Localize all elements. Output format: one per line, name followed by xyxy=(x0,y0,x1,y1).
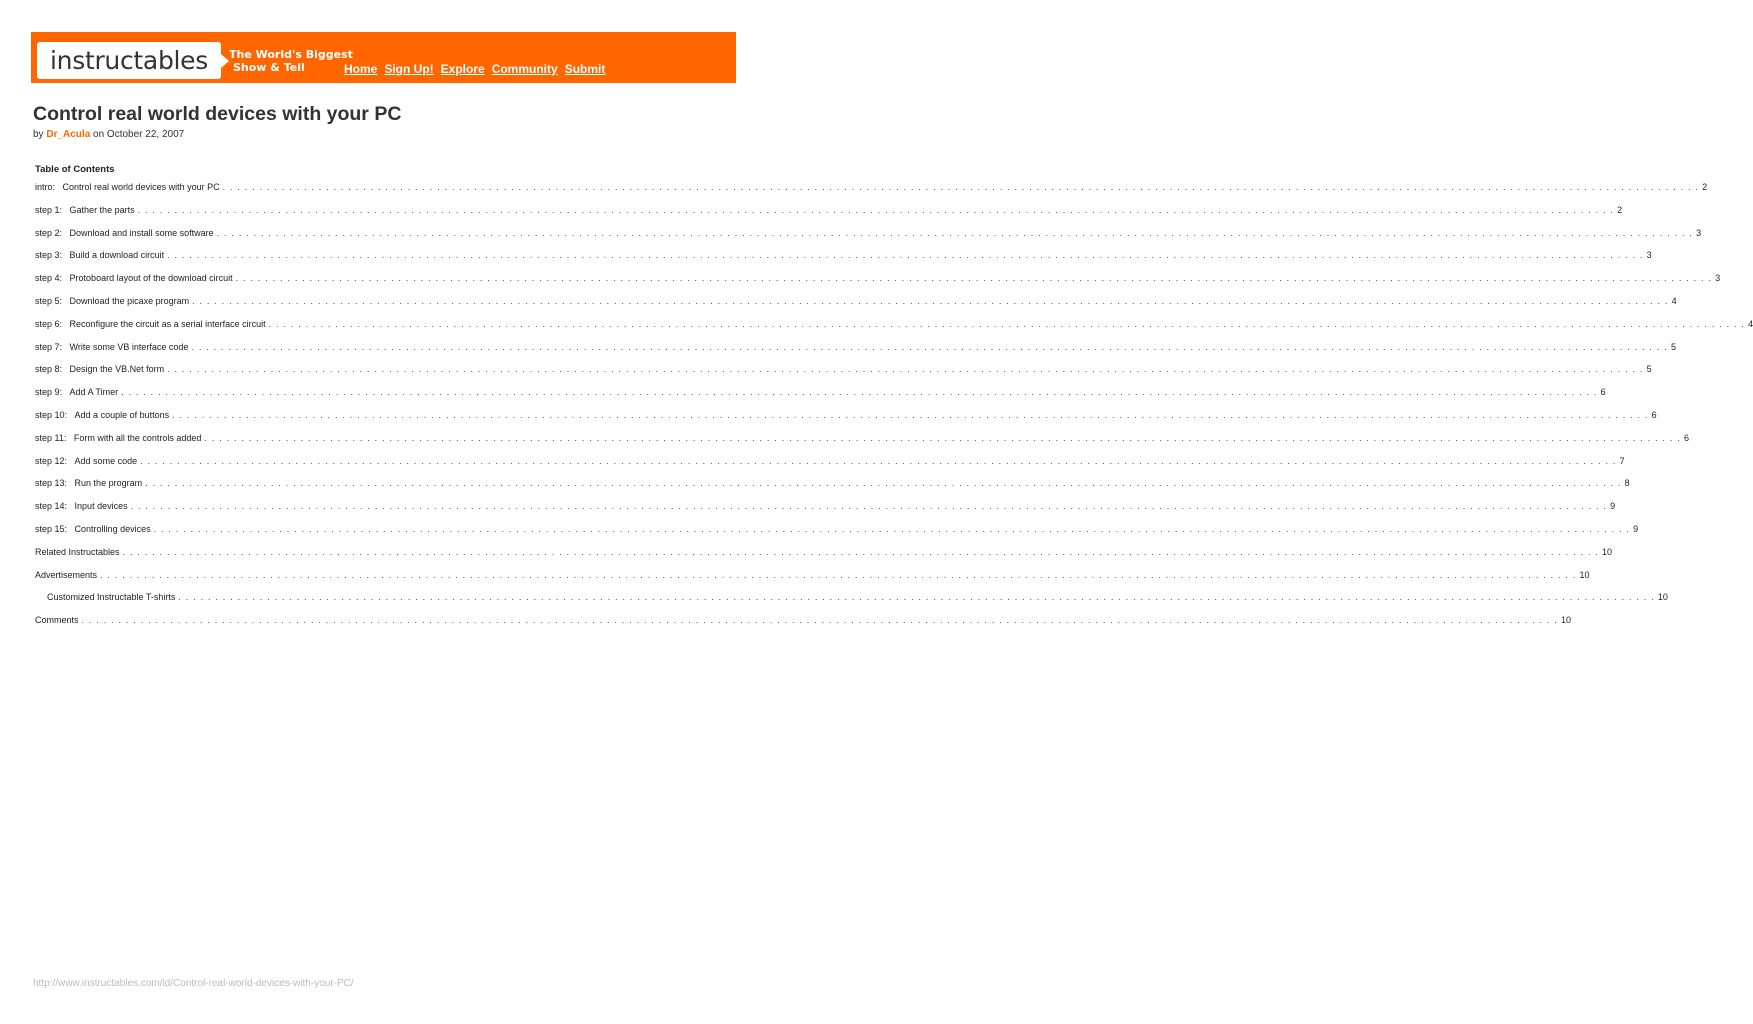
toc-step-id: step 14: xyxy=(35,501,68,512)
toc-page-number: 6 xyxy=(1600,387,1606,398)
toc-step-id: intro: xyxy=(35,182,56,192)
toc-entry[interactable] xyxy=(35,364,1652,387)
toc-page-number: 7 xyxy=(1619,455,1625,466)
nav-submit-link[interactable]: Submit xyxy=(564,62,606,76)
toc-entry-label xyxy=(35,273,233,283)
toc-step-id: step 9: xyxy=(35,387,63,398)
toc-step-id: step 1: xyxy=(35,204,63,215)
toc-heading: Table of Contents xyxy=(35,164,115,175)
toc-entry-label xyxy=(35,592,175,602)
toc-entry-label xyxy=(35,547,120,557)
toc-entry[interactable] xyxy=(35,523,1639,547)
toc-step-id: step 8: xyxy=(35,364,63,375)
toc-entry-label xyxy=(35,387,118,397)
toc-entry-label xyxy=(35,364,164,374)
nav-home-link[interactable]: Home xyxy=(344,62,378,76)
toc-entry-label xyxy=(35,615,79,625)
toc-entry-title: Download and install some software xyxy=(69,227,214,238)
toc-step-id: step 10: xyxy=(35,409,68,420)
toc-entry-label xyxy=(35,250,164,260)
toc-page-number: 2 xyxy=(1617,204,1623,215)
nav-sign-up-link[interactable]: Sign Up! xyxy=(384,62,434,76)
logo-arrow-icon xyxy=(221,54,229,68)
toc-entry-title: Advertisements xyxy=(35,569,98,580)
toc-entry[interactable] xyxy=(35,295,1677,319)
toc-page-number: 10 xyxy=(1561,615,1572,626)
nav-community-link[interactable]: Community xyxy=(491,62,558,76)
toc-dot-leader: . . . . . . . . . . . . . . . . . . . . . . . . . . . . . . . . . . . . . . . . . . . . . . . . . . . . . . . . . . . . . . . . . . . . . . . . . . . . . . . . . . . . . . . . . . . . . . . . . . . . . . . . . . . . . . . . . . . . . . . . . . . . . . . . . . . . . . . . . . . . . . . . . . . . . . . . . . . . . . . . . . . . . . . . . . . . . . . . . . . . . . . . . . . . . . . . . . . . . . . . xyxy=(268,318,1746,329)
table-of-contents xyxy=(35,182,1753,638)
toc-entry[interactable] xyxy=(35,182,1708,205)
toc-step-id: step 6: xyxy=(35,318,63,329)
site-tagline xyxy=(229,48,353,74)
toc-page-number: 2 xyxy=(1702,182,1708,192)
toc-page-number: 4 xyxy=(1748,318,1753,329)
toc-step-id: step 12: xyxy=(35,455,68,466)
toc-dot-leader: . . . . . . . . . . . . . . . . . . . . . . . . . . . . . . . . . . . . . . . . . . . . . . . . . . . . . . . . . . . . . . . . . . . . . . . . . . . . . . . . . . . . . . . . . . . . . . . . . . . . . . . . . . . . . . . . . . . . . . . . . . . . . . . . . . . . . . . . . . . . . . . . . . . . . . . . . . . . . . . . . . . . . . . . . . . . . . . . . . . . . . . . . . . . . . . . . . . . . . . . xyxy=(122,546,1600,557)
toc-entry-title: Controlling devices xyxy=(74,523,151,534)
toc-step-id: step 13: xyxy=(35,478,68,489)
toc-page-number: 10 xyxy=(1602,546,1613,557)
toc-entry-title: Add a couple of buttons xyxy=(74,409,170,420)
toc-step-id: step 3: xyxy=(35,250,63,261)
toc-entry[interactable] xyxy=(35,569,1590,593)
page-title: Control real world devices with your PC xyxy=(33,103,402,125)
toc-step-id: step 4: xyxy=(35,273,63,284)
toc-entry-title: Write some VB interface code xyxy=(69,341,189,352)
toc-page-number: 8 xyxy=(1624,478,1630,489)
top-nav xyxy=(344,62,605,76)
toc-entry[interactable] xyxy=(35,409,1657,433)
toc-entry-title: Reconfigure the circuit as a serial interface circuit xyxy=(69,318,266,329)
toc-page-number: 4 xyxy=(1671,295,1677,306)
toc-entry[interactable] xyxy=(35,432,1689,456)
toc-page-number: 6 xyxy=(1651,409,1657,420)
site-header xyxy=(31,32,736,83)
toc-page-number: 10 xyxy=(1657,592,1668,603)
toc-page-number: 3 xyxy=(1696,227,1702,238)
toc-entry[interactable] xyxy=(35,546,1613,570)
toc-dot-leader: . . . . . . . . . . . . . . . . . . . . . . . . . . . . . . . . . . . . . . . . . . . . . . . . . . . . . . . . . . . . . . . . . . . . . . . . . . . . . . . . . . . . . . . . . . . . . . . . . . . . . . . . . . . . . . . . . . . . . . . . . . . . . . . . . . . . . . . . . . . . . . . . . . . . . . . . . . . . . . . . . . . . . . . . . . . . . . . . . . . . . . . . . . . . . . . . . . . . . . . . xyxy=(121,387,1598,398)
toc-entry-label xyxy=(35,342,188,352)
toc-entry-title: Build a download circuit xyxy=(69,250,165,261)
toc-entry[interactable] xyxy=(35,227,1702,251)
toc-page-number: 10 xyxy=(1579,569,1590,580)
toc-dot-leader: . . . . . . . . . . . . . . . . . . . . . . . . . . . . . . . . . . . . . . . . . . . . . . . . . . . . . . . . . . . . . . . . . . . . . . . . . . . . . . . . . . . . . . . . . . . . . . . . . . . . . . . . . . . . . . . . . . . . . . . . . . . . . . . . . . . . . . . . . . . . . . . . . . . . . . . . . . . . . . . . . . . . . . . . . . . . . . . . . . . . . . . . . . . . . . . . . . . . . . . . xyxy=(140,455,1617,466)
publish-date: on October 22, 2007 xyxy=(93,129,185,140)
toc-dot-leader: . . . . . . . . . . . . . . . . . . . . . . . . . . . . . . . . . . . . . . . . . . . . . . . . . . . . . . . . . . . . . . . . . . . . . . . . . . . . . . . . . . . . . . . . . . . . . . . . . . . . . . . . . . . . . . . . . . . . . . . . . . . . . . . . . . . . . . . . . . . . . . . . . . . . . . . . . . . . . . . . . . . . . . . . . . . . . . . . . . . . . . . . . . . . . . . . . . . . . . . . xyxy=(192,295,1669,306)
toc-dot-leader: . . . . . . . . . . . . . . . . . . . . . . . . . . . . . . . . . . . . . . . . . . . . . . . . . . . . . . . . . . . . . . . . . . . . . . . . . . . . . . . . . . . . . . . . . . . . . . . . . . . . . . . . . . . . . . . . . . . . . . . . . . . . . . . . . . . . . . . . . . . . . . . . . . . . . . . . . . . . . . . . . . . . . . . . . . . . . . . . . . . . . . . . . . . . . . . . . . . . . . . . xyxy=(153,523,1631,534)
toc-entry-title: Download the picaxe program xyxy=(69,295,190,306)
toc-dot-leader: . . . . . . . . . . . . . . . . . . . . . . . . . . . . . . . . . . . . . . . . . . . . . . . . . . . . . . . . . . . . . . . . . . . . . . . . . . . . . . . . . . . . . . . . . . . . . . . . . . . . . . . . . . . . . . . . . . . . . . . . . . . . . . . . . . . . . . . . . . . . . . . . . . . . . . . . . . . . . . . . . . . . . . . . . . . . . . . . . . . . . . . . . . . . . . . . . . . . . . . . xyxy=(172,409,1649,420)
toc-entry-label xyxy=(35,205,135,215)
toc-page-number: 9 xyxy=(1633,523,1639,534)
toc-step-id: step 2: xyxy=(35,227,63,238)
toc-page-number: 6 xyxy=(1683,432,1689,443)
toc-entry-label xyxy=(35,456,137,466)
footer-url[interactable]: http://www.instructables.com/id/Control-real-world-devices-with-your-PC/ xyxy=(33,978,354,989)
toc-page-number: 3 xyxy=(1715,273,1721,284)
toc-dot-leader: . . . . . . . . . . . . . . . . . . . . . . . . . . . . . . . . . . . . . . . . . . . . . . . . . . . . . . . . . . . . . . . . . . . . . . . . . . . . . . . . . . . . . . . . . . . . . . . . . . . . . . . . . . . . . . . . . . . . . . . . . . . . . . . . . . . . . . . . . . . . . . . . . . . . . . . . . . . . . . . . . . . . . . . . . . . . . . . . . . . . . . . . . . . . . . . . . . . . . . . . xyxy=(204,432,1681,443)
toc-dot-leader: . . . . . . . . . . . . . . . . . . . . . . . . . . . . . . . . . . . . . . . . . . . . . . . . . . . . . . . . . . . . . . . . . . . . . . . . . . . . . . . . . . . . . . . . . . . . . . . . . . . . . . . . . . . . . . . . . . . . . . . . . . . . . . . . . . . . . . . . . . . . . . . . . . . . . . . . . . . . . . . . . . . . . . . . . . . . . . . . . . . . . . . . . . . . . . . . . . . . . . . . xyxy=(100,569,1577,580)
toc-entry-label xyxy=(35,501,128,511)
toc-entry-label xyxy=(35,296,189,306)
toc-entry[interactable] xyxy=(35,615,1572,638)
toc-entry-title: Form with all the controls added xyxy=(73,432,202,443)
toc-step-id: step 15: xyxy=(35,523,68,534)
toc-entry-label xyxy=(35,228,214,238)
toc-entry-label xyxy=(35,478,142,488)
toc-entry[interactable] xyxy=(35,455,1625,479)
instructables-logo[interactable] xyxy=(37,42,221,79)
toc-entry-title: Design the VB.Net form xyxy=(69,364,165,375)
tagline-line-2: Show & Tell xyxy=(233,61,305,74)
by-label: by xyxy=(33,129,44,140)
toc-entry-title: Comments xyxy=(35,615,79,626)
toc-entry-title: Protoboard layout of the download circuit xyxy=(69,273,233,284)
toc-dot-leader: . . . . . . . . . . . . . . . . . . . . . . . . . . . . . . . . . . . . . . . . . . . . . . . . . . . . . . . . . . . . . . . . . . . . . . . . . . . . . . . . . . . . . . . . . . . . . . . . . . . . . . . . . . . . . . . . . . . . . . . . . . . . . . . . . . . . . . . . . . . . . . . . . . . . . . . . . . . . . . . . . . . . . . . . . . . . . . . . . . . . . . . . . . . . . . . . . . . . . . . . xyxy=(167,364,1644,375)
toc-dot-leader: . . . . . . . . . . . . . . . . . . . . . . . . . . . . . . . . . . . . . . . . . . . . . . . . . . . . . . . . . . . . . . . . . . . . . . . . . . . . . . . . . . . . . . . . . . . . . . . . . . . . . . . . . . . . . . . . . . . . . . . . . . . . . . . . . . . . . . . . . . . . . . . . . . . . . . . . . . . . . . . . . . . . . . . . . . . . . . . . . . . . . . . . . . . . . . . . . . . . . . . . xyxy=(222,182,1700,192)
toc-entry-label xyxy=(35,524,151,534)
toc-entry-title: Input devices xyxy=(74,501,128,512)
nav-explore-link[interactable]: Explore xyxy=(440,62,485,76)
toc-entry[interactable] xyxy=(35,592,1668,615)
toc-entry-title: Customized Instructable T-shirts xyxy=(47,592,176,603)
toc-dot-leader: . . . . . . . . . . . . . . . . . . . . . . . . . . . . . . . . . . . . . . . . . . . . . . . . . . . . . . . . . . . . . . . . . . . . . . . . . . . . . . . . . . . . . . . . . . . . . . . . . . . . . . . . . . . . . . . . . . . . . . . . . . . . . . . . . . . . . . . . . . . . . . . . . . . . . . . . . . . . . . . . . . . . . . . . . . . . . . . . . . . . . . . . . . . . . . . . . . . . . . . . xyxy=(137,204,1615,215)
toc-page-number: 5 xyxy=(1646,364,1652,375)
byline xyxy=(33,129,184,140)
toc-entry-label xyxy=(35,319,266,329)
toc-dot-leader: . . . . . . . . . . . . . . . . . . . . . . . . . . . . . . . . . . . . . . . . . . . . . . . . . . . . . . . . . . . . . . . . . . . . . . . . . . . . . . . . . . . . . . . . . . . . . . . . . . . . . . . . . . . . . . . . . . . . . . . . . . . . . . . . . . . . . . . . . . . . . . . . . . . . . . . . . . . . . . . . . . . . . . . . . . . . . . . . . . . . . . . . . . . . . . . . . . . . . . . . xyxy=(81,615,1559,626)
toc-entry-title: Gather the parts xyxy=(69,204,135,215)
toc-dot-leader: . . . . . . . . . . . . . . . . . . . . . . . . . . . . . . . . . . . . . . . . . . . . . . . . . . . . . . . . . . . . . . . . . . . . . . . . . . . . . . . . . . . . . . . . . . . . . . . . . . . . . . . . . . . . . . . . . . . . . . . . . . . . . . . . . . . . . . . . . . . . . . . . . . . . . . . . . . . . . . . . . . . . . . . . . . . . . . . . . . . . . . . . . . . . . . . . . . . . . . . . xyxy=(178,592,1655,603)
toc-entry[interactable] xyxy=(35,204,1623,228)
toc-entry[interactable] xyxy=(35,341,1676,365)
toc-dot-leader: . . . . . . . . . . . . . . . . . . . . . . . . . . . . . . . . . . . . . . . . . . . . . . . . . . . . . . . . . . . . . . . . . . . . . . . . . . . . . . . . . . . . . . . . . . . . . . . . . . . . . . . . . . . . . . . . . . . . . . . . . . . . . . . . . . . . . . . . . . . . . . . . . . . . . . . . . . . . . . . . . . . . . . . . . . . . . . . . . . . . . . . . . . . . . . . . . . . . . . . . xyxy=(235,273,1713,284)
toc-entry[interactable] xyxy=(35,318,1753,342)
toc-entry[interactable] xyxy=(35,273,1721,296)
toc-page-number: 5 xyxy=(1670,341,1676,352)
toc-dot-leader: . . . . . . . . . . . . . . . . . . . . . . . . . . . . . . . . . . . . . . . . . . . . . . . . . . . . . . . . . . . . . . . . . . . . . . . . . . . . . . . . . . . . . . . . . . . . . . . . . . . . . . . . . . . . . . . . . . . . . . . . . . . . . . . . . . . . . . . . . . . . . . . . . . . . . . . . . . . . . . . . . . . . . . . . . . . . . . . . . . . . . . . . . . . . . . . . . . . . . . . . xyxy=(167,250,1644,261)
tagline-line-1: The World's Biggest xyxy=(229,48,353,61)
toc-entry-title: Add some code xyxy=(74,455,138,466)
toc-page-number: 9 xyxy=(1610,501,1616,512)
toc-dot-leader: . . . . . . . . . . . . . . . . . . . . . . . . . . . . . . . . . . . . . . . . . . . . . . . . . . . . . . . . . . . . . . . . . . . . . . . . . . . . . . . . . . . . . . . . . . . . . . . . . . . . . . . . . . . . . . . . . . . . . . . . . . . . . . . . . . . . . . . . . . . . . . . . . . . . . . . . . . . . . . . . . . . . . . . . . . . . . . . . . . . . . . . . . . . . . . . . . . . . . . . . xyxy=(216,227,1694,238)
toc-entry-title: Add A Timer xyxy=(69,387,119,398)
toc-entry-title: Related Instructables xyxy=(35,546,120,557)
toc-entry-label xyxy=(35,182,220,192)
author-link[interactable]: Dr_Acula xyxy=(46,129,91,140)
toc-step-id: step 5: xyxy=(35,295,63,306)
toc-entry-label xyxy=(35,570,97,580)
toc-entry-title: Run the program xyxy=(74,478,143,489)
toc-entry-label xyxy=(35,410,169,420)
toc-entry[interactable] xyxy=(35,501,1616,524)
toc-entry-label xyxy=(35,433,201,443)
toc-dot-leader: . . . . . . . . . . . . . . . . . . . . . . . . . . . . . . . . . . . . . . . . . . . . . . . . . . . . . . . . . . . . . . . . . . . . . . . . . . . . . . . . . . . . . . . . . . . . . . . . . . . . . . . . . . . . . . . . . . . . . . . . . . . . . . . . . . . . . . . . . . . . . . . . . . . . . . . . . . . . . . . . . . . . . . . . . . . . . . . . . . . . . . . . . . . . . . . . . . . . . . . . xyxy=(191,341,1668,352)
logo-text: instructables xyxy=(50,46,208,75)
toc-step-id: step 7: xyxy=(35,341,63,352)
toc-page-number: 3 xyxy=(1646,250,1652,261)
toc-entry[interactable] xyxy=(35,478,1630,501)
toc-entry[interactable] xyxy=(35,387,1606,410)
toc-dot-leader: . . . . . . . . . . . . . . . . . . . . . . . . . . . . . . . . . . . . . . . . . . . . . . . . . . . . . . . . . . . . . . . . . . . . . . . . . . . . . . . . . . . . . . . . . . . . . . . . . . . . . . . . . . . . . . . . . . . . . . . . . . . . . . . . . . . . . . . . . . . . . . . . . . . . . . . . . . . . . . . . . . . . . . . . . . . . . . . . . . . . . . . . . . . . . . . . . . . . . . . . xyxy=(145,478,1622,489)
toc-entry-title: Control real world devices with your PC xyxy=(62,182,220,192)
toc-dot-leader: . . . . . . . . . . . . . . . . . . . . . . . . . . . . . . . . . . . . . . . . . . . . . . . . . . . . . . . . . . . . . . . . . . . . . . . . . . . . . . . . . . . . . . . . . . . . . . . . . . . . . . . . . . . . . . . . . . . . . . . . . . . . . . . . . . . . . . . . . . . . . . . . . . . . . . . . . . . . . . . . . . . . . . . . . . . . . . . . . . . . . . . . . . . . . . . . . . . . . . . . xyxy=(130,501,1608,512)
toc-step-id: step 11: xyxy=(35,432,67,443)
toc-entry[interactable] xyxy=(35,250,1652,273)
